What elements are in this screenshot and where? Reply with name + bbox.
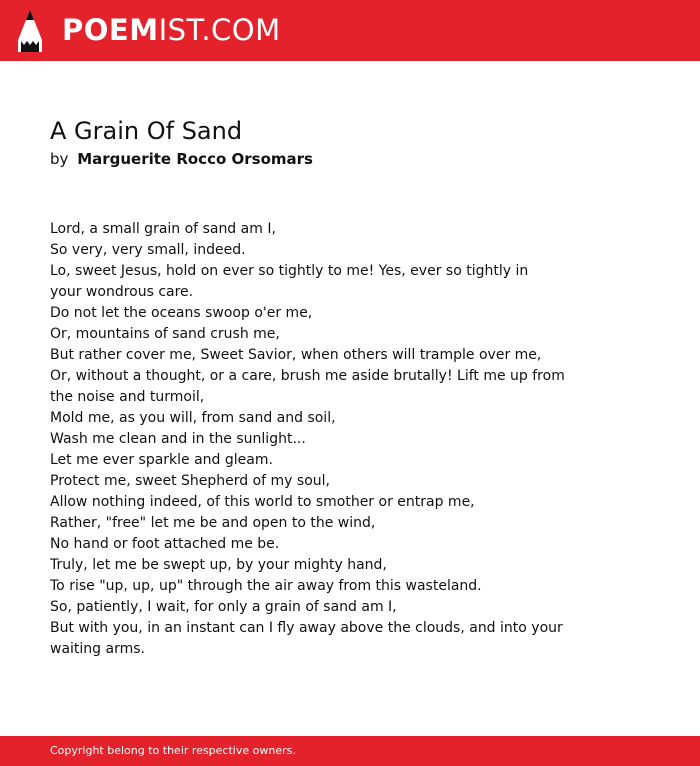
poem-line: So very, very small, indeed. (50, 242, 246, 258)
poem-line: To rise "up, up, up" through the air away from this wasteland. (50, 578, 482, 594)
poem-line: But with you, in an instant can I fly away above the clouds, and into your (50, 620, 563, 636)
poem-line: Or, mountains of sand crush me, (50, 326, 280, 342)
poem-line: No hand or foot attached me be. (50, 536, 280, 552)
poem-line: Or, without a thought, or a care, brush me aside brutally! Lift me up from (50, 368, 565, 384)
poem-line: Allow nothing indeed, of this world to smother or entrap me, (50, 494, 475, 510)
poem-line: the noise and turmoil, (50, 389, 205, 405)
copyright-text: Copyright belong to their respective owners. (50, 744, 296, 757)
site-header (0, 0, 700, 61)
poem-line: But rather cover me, Sweet Savior, when others will trample over me, (50, 347, 542, 363)
logo-brand-bold: POEM (62, 13, 159, 47)
by-label: by (50, 150, 69, 168)
poem-line: Truly, let me be swept up, by your mighty hand, (50, 557, 387, 573)
poem-line: Do not let the oceans swoop o'er me, (50, 305, 313, 321)
poem-body (50, 219, 570, 660)
poem-line: waiting arms. (50, 641, 145, 657)
poem-line: Lord, a small grain of sand am I, (50, 221, 276, 237)
poem-line: your wondrous care. (50, 284, 194, 300)
poem-line: Mold me, as you will, from sand and soil, (50, 410, 336, 426)
site-logo-text (62, 12, 281, 48)
poem-line: Let me ever sparkle and gleam. (50, 452, 273, 468)
poem-title: A Grain Of Sand (50, 117, 243, 145)
logo-brand-light: IST.COM (158, 13, 281, 47)
poem-line: Wash me clean and in the sunlight... (50, 431, 306, 447)
poem-author: Marguerite Rocco Orsomars (77, 150, 313, 168)
poem-line: Lo, sweet Jesus, hold on ever so tightly to me! Yes, ever so tightly in (50, 263, 529, 279)
poem-byline (50, 148, 313, 170)
site-footer (0, 736, 700, 766)
poem-line: Rather, "free" let me be and open to the wind, (50, 515, 376, 531)
pencil-tip-icon (18, 10, 42, 52)
poem-line: Protect me, sweet Shepherd of my soul, (50, 473, 330, 489)
poem-line: So, patiently, I wait, for only a grain of sand am I, (50, 599, 397, 615)
